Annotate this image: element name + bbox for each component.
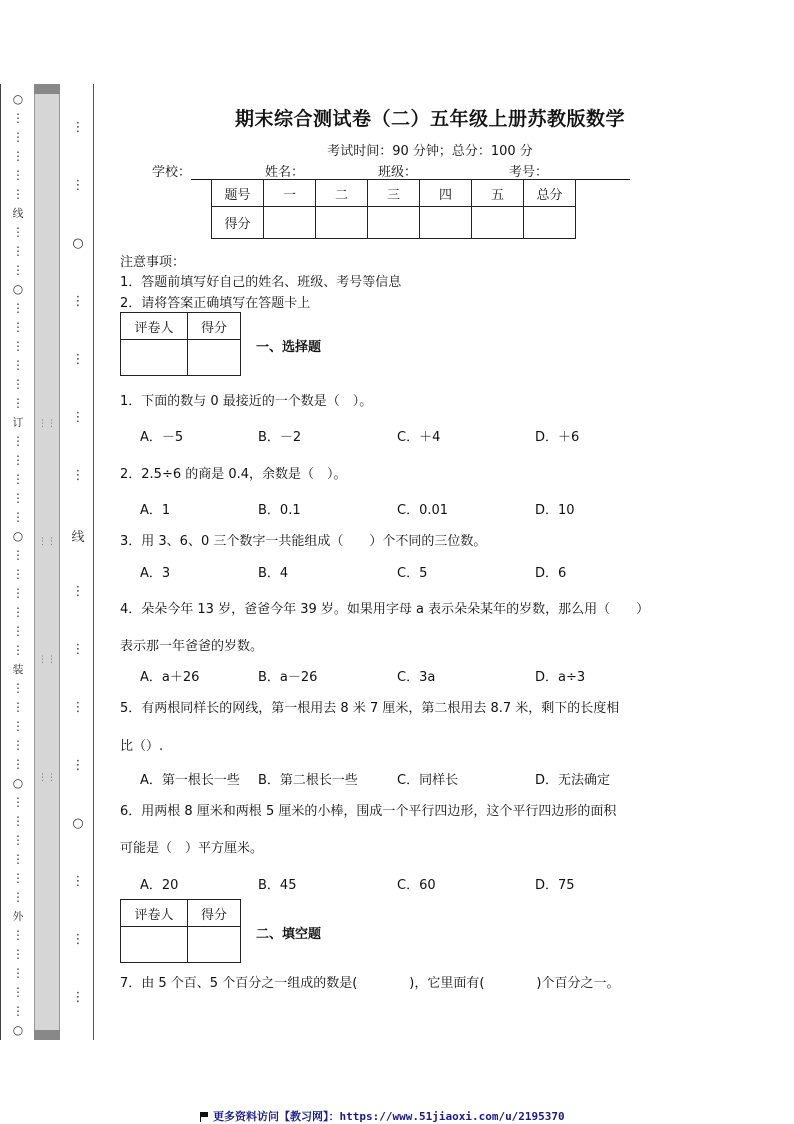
margin-dots: ⋮ bbox=[12, 624, 24, 638]
section-1-heading: 一、选择题 bbox=[256, 340, 322, 355]
binding-inner-line bbox=[93, 84, 94, 1040]
margin-dots: ⋮ bbox=[12, 700, 24, 714]
option-a: A．1 bbox=[140, 503, 171, 518]
grader-cell[interactable] bbox=[188, 927, 241, 963]
score-row-label: 得分 bbox=[212, 207, 264, 239]
margin-dots: ⋮ bbox=[12, 434, 24, 448]
grader-table bbox=[120, 899, 241, 963]
grader-cell[interactable] bbox=[121, 927, 188, 963]
margin-dots: ⋮ bbox=[12, 966, 24, 980]
question-7: 7．由 5 个百、5 个百分之一组成的数是( )，它里面有( )个百分之一。 bbox=[120, 976, 620, 991]
inner-margin-dots: ⋮ bbox=[71, 352, 85, 367]
margin-dots: ⋮ bbox=[12, 301, 24, 315]
margin-dots: ⋮ bbox=[12, 168, 24, 182]
binding-gray-band bbox=[34, 84, 60, 1040]
margin-dots: ⋮ bbox=[12, 738, 24, 752]
question-6-cont: 可能是（ ）平方厘米。 bbox=[120, 841, 264, 856]
margin-dots: ⋮ bbox=[12, 225, 24, 239]
margin-dots: ⋮ bbox=[12, 453, 24, 467]
score-header-cell: 二 bbox=[316, 180, 368, 207]
option-b: B．0.1 bbox=[258, 503, 301, 518]
page-title: 期末综合测试卷（二）五年级上册苏教版数学 bbox=[234, 108, 625, 130]
question-3: 3．用 3、6、0 三个数字一共能组成（ ）个不同的三位数。 bbox=[120, 534, 487, 549]
band-dots: ⋮⋮ bbox=[38, 655, 56, 665]
section-2-heading: 二、填空题 bbox=[256, 927, 322, 942]
margin-label: 外 bbox=[12, 910, 24, 923]
inner-circle-icon: ○ bbox=[72, 236, 84, 251]
inner-margin-dots: ⋮ bbox=[71, 990, 85, 1005]
score-cell[interactable] bbox=[420, 207, 472, 239]
margin-dots: ⋮ bbox=[12, 833, 24, 847]
inner-margin-dots: ⋮ bbox=[71, 642, 85, 657]
score-header-cell: 四 bbox=[420, 180, 472, 207]
page-left-border bbox=[0, 84, 1, 1040]
margin-circle-icon: ○ bbox=[12, 92, 24, 106]
margin-dots: ⋮ bbox=[12, 1004, 24, 1018]
margin-dots: ⋮ bbox=[12, 928, 24, 942]
margin-dots: ⋮ bbox=[12, 510, 24, 524]
margin-dots: ⋮ bbox=[12, 586, 24, 600]
grader-header: 得分 bbox=[188, 900, 241, 927]
question-4: 4．朵朵今年 13 岁，爸爸今年 39 岁。如果用字母 a 表示朵朵某年的岁数，那么用（ ） bbox=[120, 602, 650, 617]
margin-dots: ⋮ bbox=[12, 643, 24, 657]
option-b: B．－2 bbox=[258, 430, 302, 445]
score-header-cell: 五 bbox=[472, 180, 524, 207]
score-cell[interactable] bbox=[316, 207, 368, 239]
margin-circle-icon: ○ bbox=[12, 776, 24, 790]
inner-margin-dots: ⋮ bbox=[71, 294, 85, 309]
grader-header: 评卷人 bbox=[121, 313, 188, 340]
notice-item: 2．请将答案正确填写在答题卡上 bbox=[120, 296, 311, 311]
option-c: C．＋4 bbox=[397, 430, 441, 445]
margin-label: 装 bbox=[12, 663, 24, 676]
school-blank[interactable] bbox=[191, 165, 265, 180]
option-d: D．无法确定 bbox=[535, 773, 611, 788]
option-d: D．6 bbox=[535, 566, 567, 581]
option-a: A．3 bbox=[140, 566, 171, 581]
margin-dots: ⋮ bbox=[12, 814, 24, 828]
margin-dots: ⋮ bbox=[12, 757, 24, 771]
option-b: B．a－26 bbox=[258, 670, 318, 685]
margin-label: 线 bbox=[12, 207, 24, 220]
grader-table bbox=[120, 312, 241, 376]
score-cell[interactable] bbox=[524, 207, 576, 239]
score-table bbox=[211, 179, 576, 239]
option-a: A．a＋26 bbox=[140, 670, 200, 685]
inner-margin-dots: ⋮ bbox=[71, 700, 85, 715]
option-d: D．10 bbox=[535, 503, 575, 518]
question-1: 1．下面的数与 0 最接近的一个数是（ ）。 bbox=[120, 394, 373, 409]
band-bottom-cap bbox=[34, 1030, 60, 1040]
footer-text: 更多资料访问【教习网】：https://www.51jiaoxi.com/u/2195370 bbox=[213, 1110, 565, 1123]
margin-dots: ⋮ bbox=[12, 719, 24, 733]
option-c: C．60 bbox=[397, 878, 436, 893]
class-label: 班级： bbox=[378, 165, 418, 180]
option-c: C．0.01 bbox=[397, 503, 449, 518]
number-label: 考号： bbox=[509, 165, 549, 180]
margin-circle-icon: ○ bbox=[12, 1023, 24, 1037]
option-a: A．第一根长一些 bbox=[140, 773, 240, 788]
name-label: 姓名： bbox=[265, 165, 305, 180]
margin-dots: ⋮ bbox=[12, 890, 24, 904]
name-blank[interactable] bbox=[304, 165, 378, 180]
margin-dots: ⋮ bbox=[12, 320, 24, 334]
margin-dots: ⋮ bbox=[12, 491, 24, 505]
score-header-cell: 一 bbox=[264, 180, 316, 207]
binding-margin-outer bbox=[8, 90, 28, 1040]
score-cell[interactable] bbox=[264, 207, 316, 239]
option-d: D．a÷3 bbox=[535, 670, 586, 685]
margin-dots: ⋮ bbox=[12, 358, 24, 372]
inner-margin-dots: ⋮ bbox=[71, 584, 85, 599]
option-c: C．3a bbox=[397, 670, 436, 685]
margin-dots: ⋮ bbox=[12, 377, 24, 391]
score-cell[interactable] bbox=[368, 207, 420, 239]
margin-dots: ⋮ bbox=[12, 472, 24, 486]
band-top-cap bbox=[34, 84, 60, 94]
margin-dots: ⋮ bbox=[12, 548, 24, 562]
inner-margin-dots: ⋮ bbox=[71, 410, 85, 425]
option-b: B．4 bbox=[258, 566, 289, 581]
band-dots: ⋮⋮ bbox=[38, 773, 56, 783]
inner-margin-dots: ⋮ bbox=[71, 758, 85, 773]
margin-dots: ⋮ bbox=[12, 149, 24, 163]
footer-link[interactable] bbox=[200, 1108, 565, 1124]
band-dots: ⋮⋮ bbox=[38, 537, 56, 547]
inner-circle-icon: ○ bbox=[72, 816, 84, 831]
grader-cell[interactable] bbox=[121, 340, 188, 376]
inner-margin-dots: ⋮ bbox=[71, 932, 85, 947]
score-header-cell: 总分 bbox=[524, 180, 576, 207]
info-line bbox=[152, 161, 630, 180]
flag-icon bbox=[200, 1112, 209, 1121]
inner-margin-label: 线 bbox=[71, 530, 85, 545]
option-d: D．75 bbox=[535, 878, 575, 893]
school-label: 学校： bbox=[152, 165, 192, 180]
option-a: A．－5 bbox=[140, 430, 184, 445]
class-blank[interactable] bbox=[417, 165, 509, 180]
margin-dots: ⋮ bbox=[12, 130, 24, 144]
option-a: A．20 bbox=[140, 878, 179, 893]
margin-label: 订 bbox=[12, 416, 24, 429]
margin-circle-icon: ○ bbox=[12, 282, 24, 296]
margin-dots: ⋮ bbox=[12, 244, 24, 258]
notice-title: 注意事项： bbox=[120, 255, 186, 270]
option-b: B．第二根长一些 bbox=[258, 773, 358, 788]
margin-dots: ⋮ bbox=[12, 187, 24, 201]
margin-dots: ⋮ bbox=[12, 795, 24, 809]
question-2: 2．2.5÷6 的商是 0.4，余数是（ ）。 bbox=[120, 467, 347, 482]
margin-dots: ⋮ bbox=[12, 263, 24, 277]
score-header-cell: 三 bbox=[368, 180, 420, 207]
margin-dots: ⋮ bbox=[12, 681, 24, 695]
margin-dots: ⋮ bbox=[12, 111, 24, 125]
margin-dots: ⋮ bbox=[12, 396, 24, 410]
margin-dots: ⋮ bbox=[12, 985, 24, 999]
question-5-cont: 比（）. bbox=[120, 739, 164, 754]
score-header-cell: 题号 bbox=[212, 180, 264, 207]
margin-dots: ⋮ bbox=[12, 871, 24, 885]
exam-subtitle: 考试时间：90 分钟；总分：100 分 bbox=[327, 144, 533, 159]
margin-dots: ⋮ bbox=[12, 947, 24, 961]
margin-dots: ⋮ bbox=[12, 567, 24, 581]
option-b: B．45 bbox=[258, 878, 297, 893]
notice-item: 1．答题前填写好自己的姓名、班级、考号等信息 bbox=[120, 275, 402, 290]
inner-margin-dots: ⋮ bbox=[71, 874, 85, 889]
inner-margin-dots: ⋮ bbox=[71, 178, 85, 193]
option-c: C．同样长 bbox=[397, 773, 459, 788]
score-row bbox=[212, 207, 576, 239]
number-blank[interactable] bbox=[548, 165, 630, 180]
grader-header: 得分 bbox=[188, 313, 241, 340]
margin-dots: ⋮ bbox=[12, 852, 24, 866]
question-6: 6．用两根 8 厘米和两根 5 厘米的小棒，围成一个平行四边形，这个平行四边形的面积 bbox=[120, 804, 617, 819]
inner-margin-dots: ⋮ bbox=[71, 468, 85, 483]
score-cell[interactable] bbox=[472, 207, 524, 239]
grader-cell[interactable] bbox=[188, 340, 241, 376]
margin-dots: ⋮ bbox=[12, 339, 24, 353]
option-d: D．＋6 bbox=[535, 430, 580, 445]
margin-dots: ⋮ bbox=[12, 605, 24, 619]
score-header-row bbox=[212, 180, 576, 207]
margin-circle-icon: ○ bbox=[12, 529, 24, 543]
option-c: C．5 bbox=[397, 566, 428, 581]
band-dots: ⋮⋮ bbox=[38, 419, 56, 429]
question-4-cont: 表示那一年爸爸的岁数。 bbox=[120, 639, 264, 654]
grader-header: 评卷人 bbox=[121, 900, 188, 927]
question-5: 5．有两根同样长的网线，第一根用去 8 米 7 厘米，第二根用去 8.7 米，剩下的长度相 bbox=[120, 701, 620, 716]
inner-margin-dots: ⋮ bbox=[71, 120, 85, 135]
